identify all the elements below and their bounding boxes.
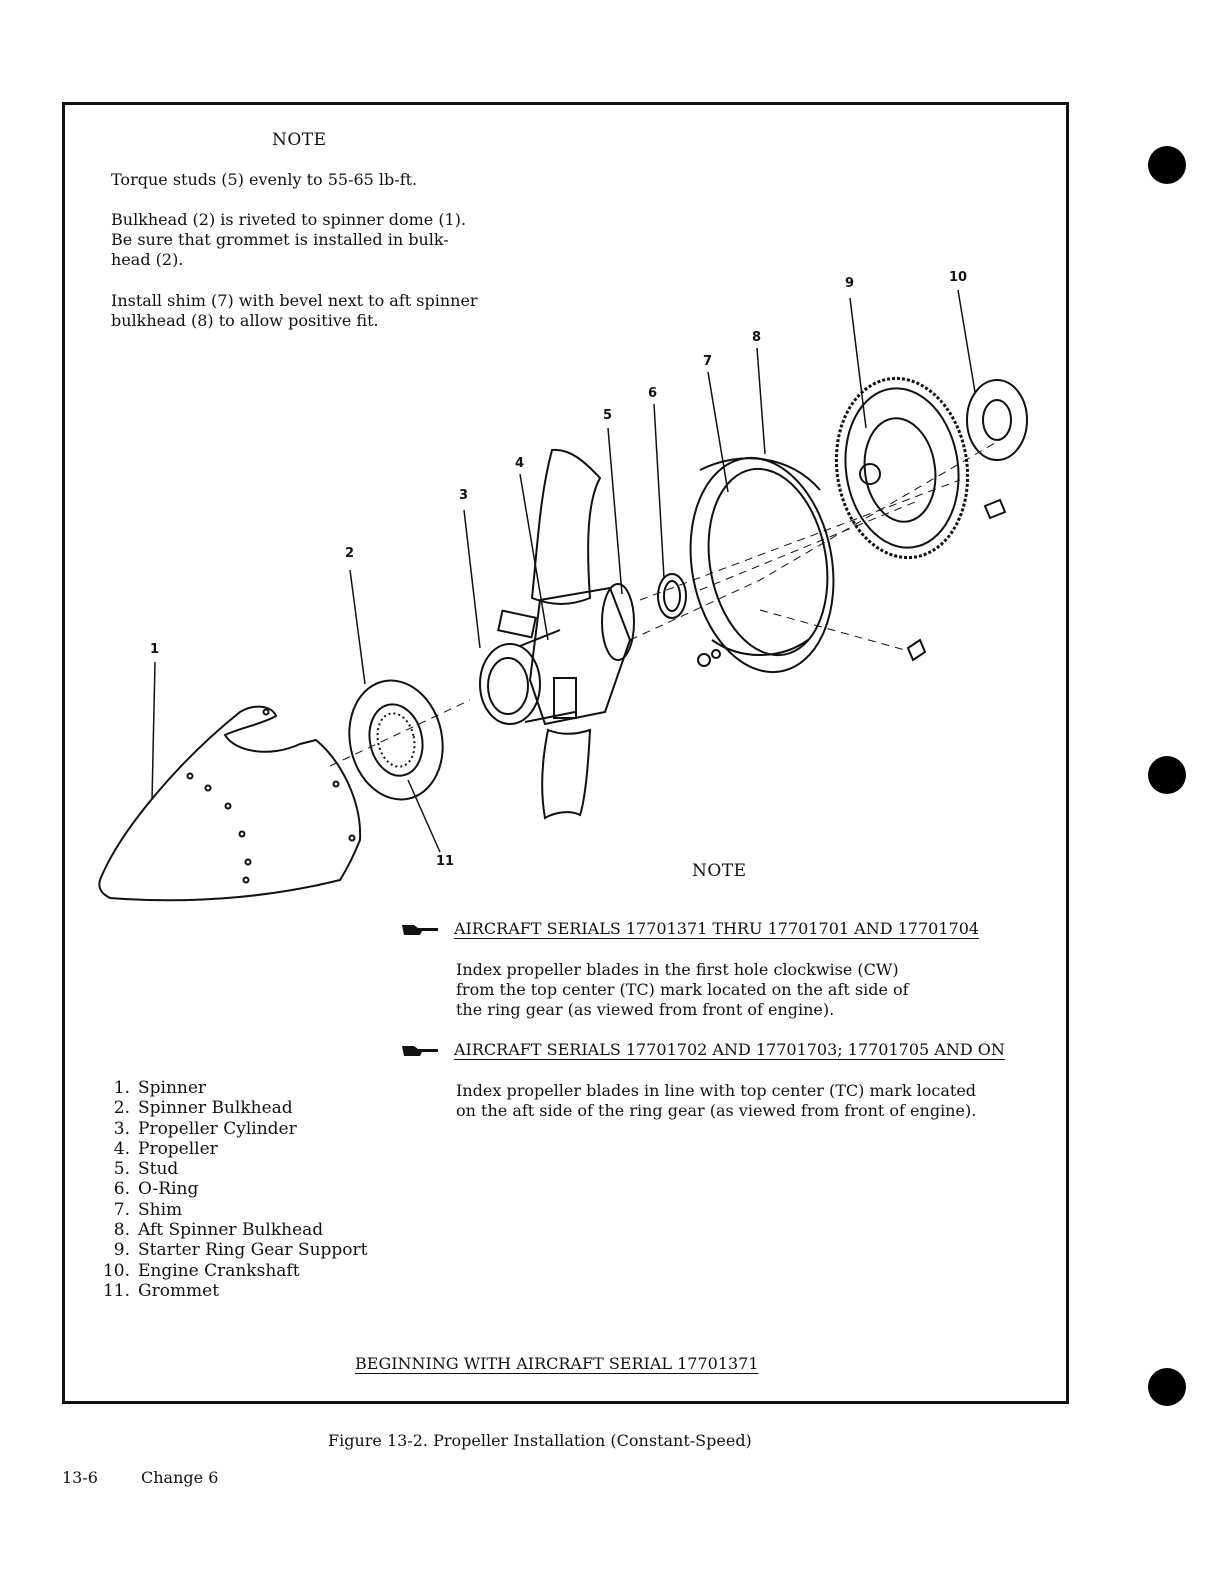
callout-6: 6 <box>648 386 658 401</box>
change-bullet <box>1148 756 1186 794</box>
note-bulkhead-line2: Be sure that grommet is installed in bulk- <box>111 230 449 249</box>
legend-item: 2. Spinner Bulkhead <box>113 1098 293 1119</box>
aft-spinner-bulkhead <box>674 446 849 683</box>
callout-3: 3 <box>459 488 469 503</box>
starter-ring-gear <box>825 370 979 566</box>
legend-item: 7. Shim <box>113 1199 183 1220</box>
callout-10: 10 <box>949 270 968 285</box>
note-top-header: NOTE <box>272 130 327 150</box>
propeller-blade-upper <box>532 450 600 604</box>
note-shim-line2: bulkhead (8) to allow positive fit. <box>111 311 379 330</box>
callout-5: 5 <box>603 408 613 423</box>
crankshaft-flange <box>967 380 1027 460</box>
callout-9: 9 <box>845 276 855 291</box>
legend-item: 3. Propeller Cylinder <box>113 1118 297 1139</box>
callout-11: 11 <box>436 854 455 869</box>
legend-item: 4. Propeller <box>113 1138 218 1159</box>
change-bullet <box>1148 1368 1186 1406</box>
callout-7: 7 <box>703 354 713 369</box>
serial-a-line1: Index propeller blades in the first hole clockwise (CW) <box>456 960 899 979</box>
parts-legend <box>88 1078 368 1301</box>
pointing-hand-icon <box>400 1043 440 1059</box>
serial-b-heading: AIRCRAFT SERIALS 17701702 AND 17701703; 17701705 AND ON <box>454 1040 1005 1059</box>
effectivity-note: BEGINNING WITH AIRCRAFT SERIAL 17701371 <box>355 1354 759 1373</box>
legend-item: 1. Spinner <box>113 1078 207 1098</box>
serial-b-row <box>400 1040 1005 1060</box>
legend-item: 9. Starter Ring Gear Support <box>113 1240 368 1261</box>
serial-a-line3: the ring gear (as viewed from front of engine). <box>456 1000 835 1019</box>
propeller-blade-lower <box>542 730 590 818</box>
legend-item: 11. Grommet <box>102 1280 220 1301</box>
serial-a-line2: from the top center (TC) mark located on the aft side of <box>456 980 909 999</box>
spinner-bulkhead <box>339 672 454 809</box>
serial-a-heading: AIRCRAFT SERIALS 17701371 THRU 17701701 AND 17701704 <box>454 919 980 938</box>
callout-4: 4 <box>515 456 525 471</box>
serial-a-row <box>400 919 979 939</box>
note-bulkhead-line1: Bulkhead (2) is riveted to spinner dome (1). <box>111 210 467 229</box>
note-bottom-header: NOTE <box>692 861 747 881</box>
callout-8: 8 <box>752 330 762 345</box>
change-number: Change 6 <box>141 1468 219 1487</box>
note-shim-line1: Install shim (7) with bevel next to aft spinner <box>111 291 478 310</box>
pointing-hand-icon <box>400 922 440 938</box>
note-torque-text: Torque studs (5) evenly to 55-65 lb-ft. <box>111 170 418 189</box>
callout-2: 2 <box>345 546 355 561</box>
serial-b-line2: on the aft side of the ring gear (as viewed from front of engine). <box>456 1101 977 1120</box>
legend-item: 8. Aft Spinner Bulkhead <box>113 1220 324 1241</box>
note-bulkhead-line3: head (2). <box>111 250 184 269</box>
legend-item: 6. O-Ring <box>113 1179 199 1200</box>
callout-1: 1 <box>150 642 160 657</box>
change-bullet <box>1148 146 1186 184</box>
serial-b-line1: Index propeller blades in line with top center (TC) mark located <box>456 1081 977 1100</box>
figure-caption: Figure 13-2. Propeller Installation (Constant-Speed) <box>328 1431 752 1450</box>
page-number: 13-6 <box>62 1468 98 1487</box>
legend-item: 10. Engine Crankshaft <box>102 1260 300 1281</box>
legend-item: 5. Stud <box>113 1159 179 1180</box>
